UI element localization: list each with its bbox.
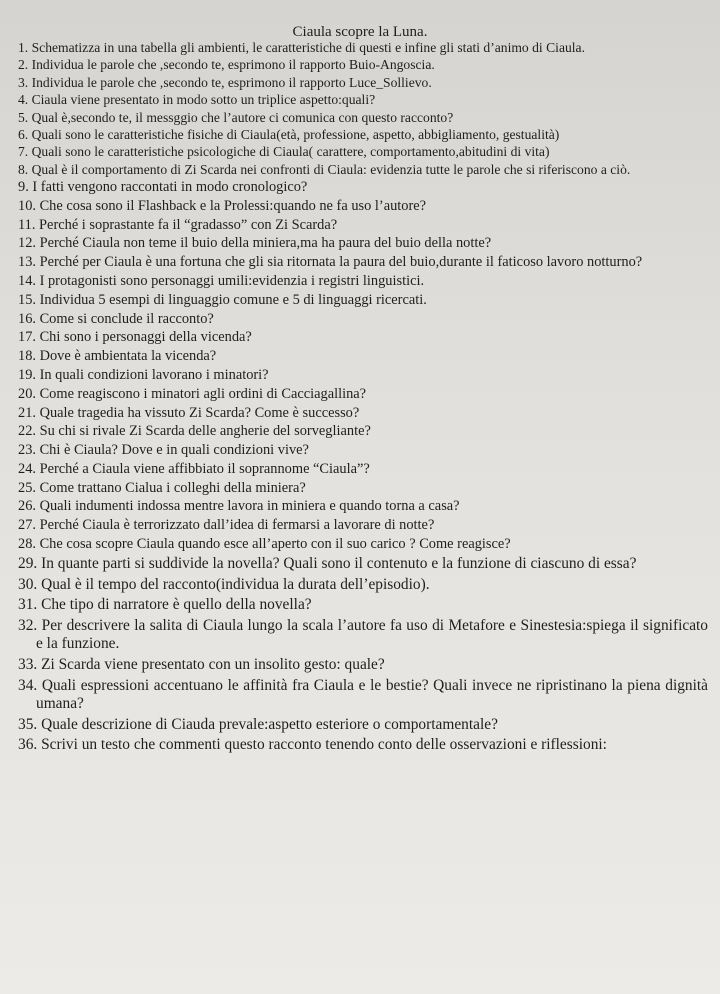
question-item: 8. Qual è il comportamento di Zi Scarda nei confronti di Ciaula: evidenzia tutte le parole che si riferiscono a ciò.	[18, 161, 631, 177]
question-item: 36. Scrivi un testo che commenti questo racconto tenendo conto delle osservazioni e riflessioni:	[18, 736, 607, 754]
question-item: 7. Quali sono le caratteristiche psicologiche di Ciaula( carattere, comportamento,abitudini di vita)	[18, 144, 550, 160]
question-item: 19. In quali condizioni lavorano i minatori?	[18, 366, 269, 383]
question-item: 34. Quali espressioni accentuano le affinità fra Ciaula e le bestie? Quali invece ne ripristinano la piena dignità umana?	[18, 676, 708, 712]
question-item: 5. Qual è,secondo te, il messggio che l’autore ci comunica con questo racconto?	[18, 109, 454, 125]
question-item: 9. I fatti vengono raccontati in modo cronologico?	[18, 179, 308, 196]
question-item: 3. Individua le parole che ,secondo te, esprimono il rapporto Luce_Sollievo.	[18, 74, 432, 90]
question-item: 13. Perché per Ciaula è una fortuna che gli sia ritornata la paura del buio,durante il faticoso lavoro notturno?	[18, 254, 643, 271]
question-item: 2. Individua le parole che ,secondo te, esprimono il rapporto Buio-Angoscia.	[18, 57, 435, 73]
question-item: 27. Perché Ciaula è terrorizzato dall’idea di fermarsi a lavorare di notte?	[18, 517, 435, 534]
question-item: 11. Perché i soprastante fa il “gradasso” con Zi Scarda?	[18, 216, 338, 233]
question-item: 4. Ciaula viene presentato in modo sotto un triplice aspetto:quali?	[18, 92, 376, 108]
question-item: 25. Come trattano Cialua i colleghi della miniera?	[18, 479, 306, 496]
question-list	[18, 40, 708, 757]
question-item: 28. Che cosa scopre Ciaula quando esce all’aperto con il suo carico ? Come reagisce?	[18, 535, 511, 552]
page-title: Ciaula scopre la Luna.	[292, 24, 428, 40]
question-item: 33. Zi Scarda viene presentato con un insolito gesto: quale?	[18, 655, 385, 673]
question-item: 1. Schematizza in una tabella gli ambienti, le caratteristiche di questi e infine gli stati d’animo di Ciaula.	[18, 40, 585, 55]
question-item: 10. Che cosa sono il Flashback e la Prolessi:quando ne fa uso l’autore?	[18, 197, 427, 214]
question-item: 15. Individua 5 esempi di linguaggio comune e 5 di linguaggi ricercati.	[18, 291, 427, 308]
question-item: 16. Come si conclude il racconto?	[18, 310, 214, 327]
question-item: 24. Perché a Ciaula viene affibbiato il soprannome “Ciaula”?	[18, 460, 370, 477]
question-item: 31. Che tipo di narratore è quello della novella?	[18, 596, 312, 614]
question-item: 21. Quale tragedia ha vissuto Zi Scarda? Come è successo?	[18, 404, 360, 421]
question-item: 22. Su chi si rivale Zi Scarda delle angherie del sorvegliante?	[18, 423, 371, 440]
question-item: 12. Perché Ciaula non teme il buio della miniera,ma ha paura del buio della notte?	[18, 235, 492, 252]
question-item: 32. Per descrivere la salita di Ciaula lungo la scala l’autore fa uso di Metafore e Sinestesia:spiega il significato e la funzione.	[18, 617, 708, 653]
question-item: 14. I protagonisti sono personaggi umili:evidenzia i registri linguistici.	[18, 273, 425, 290]
question-item: 18. Dove è ambientata la vicenda?	[18, 348, 217, 365]
question-item: 17. Chi sono i personaggi della vicenda?	[18, 329, 252, 346]
question-item: 20. Come reagiscono i minatori agli ordini di Cacciagallina?	[18, 385, 367, 402]
question-item: 29. In quante parti si suddivide la novella? Quali sono il contenuto e la funzione di ciascuno di essa?	[18, 554, 637, 572]
question-item: 26. Quali indumenti indossa mentre lavora in miniera e quando torna a casa?	[18, 498, 460, 515]
question-item: 30. Qual è il tempo del racconto(individua la durata dell’episodio).	[18, 575, 430, 593]
question-item: 35. Quale descrizione di Ciauda prevale:aspetto esteriore o comportamentale?	[18, 715, 498, 733]
question-item: 23. Chi è Ciaula? Dove e in quali condizioni vive?	[18, 442, 309, 459]
question-item: 6. Quali sono le caratteristiche fisiche di Ciaula(età, professione, aspetto, abbigliamento, gestualità)	[18, 126, 560, 142]
